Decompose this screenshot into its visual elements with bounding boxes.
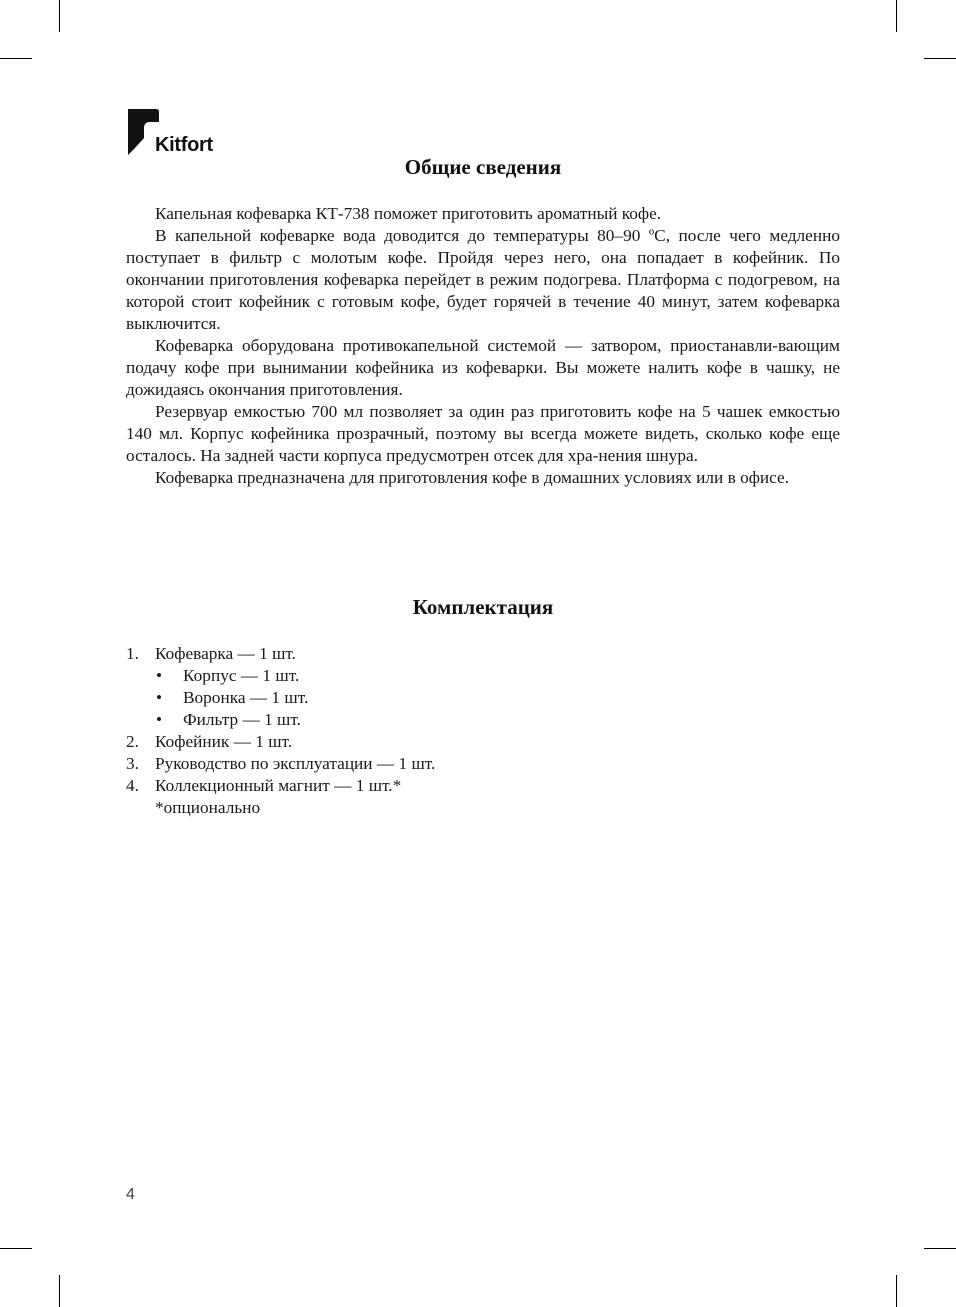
list-item bbox=[126, 775, 840, 797]
crop-mark bbox=[0, 58, 32, 59]
crop-mark bbox=[896, 1275, 897, 1307]
page-number: 4 bbox=[126, 1186, 135, 1203]
footnote-text: *опционально bbox=[155, 798, 261, 817]
crop-mark bbox=[924, 1248, 956, 1249]
list-item-number: 2. bbox=[126, 732, 139, 751]
list-item bbox=[126, 643, 840, 665]
section-title-kit: Комплектация bbox=[412, 595, 554, 619]
list-item bbox=[126, 753, 840, 775]
paragraph: Кофеварка оборудована противокапельной системой — затвором, приостанавли-вающим подачу кофе при вынимании кофейника из кофеварки. Вы можете налить кофе в чашку, не дожидаясь окончания приготовления. bbox=[126, 336, 840, 399]
list-item-text: Кофеварка — 1 шт. bbox=[155, 644, 296, 663]
sub-list-item bbox=[126, 709, 840, 731]
paragraph: В капельной кофеварке вода доводится до температуры 80–90 ºС, после чего медленно поступает в фильтр с молотым кофе. Пройдя через него, она попадает в кофейник. По окончании приготовления кофеварка перейдет в режим подогрева. Платформа с подогревом, на которой стоит кофейник с готовым кофе, будет горячей в течение 40 минут, затем кофеварка выключится. bbox=[126, 226, 840, 333]
list-item-text: Руководство по эксплуатации — 1 шт. bbox=[155, 754, 436, 773]
logo-brand-text: Kitfort bbox=[155, 134, 213, 156]
bullet-icon: • bbox=[156, 710, 163, 729]
sub-list-item bbox=[126, 665, 840, 687]
kit-list bbox=[126, 643, 840, 819]
bullet-icon: • bbox=[156, 666, 163, 685]
section-title-general: Общие сведения bbox=[404, 155, 562, 179]
paragraph: Резервуар емкостью 700 мл позволяет за один раз приготовить кофе на 5 чашек емкостью 140 мл. Корпус кофейника прозрачный, поэтому вы всегда можете видеть, сколько кофе еще осталось. На задней части корпуса предусмотрен отсек для хра-нения шнура. bbox=[126, 402, 840, 465]
list-item-number: 3. bbox=[126, 754, 139, 773]
crop-mark bbox=[0, 1248, 32, 1249]
crop-mark bbox=[59, 1275, 60, 1307]
crop-mark bbox=[924, 58, 956, 59]
sub-list-item-text: Корпус — 1 шт. bbox=[183, 666, 300, 685]
crop-mark bbox=[896, 0, 897, 32]
list-item-number: 4. bbox=[126, 776, 139, 795]
list-item-number: 1. bbox=[126, 644, 139, 663]
sub-list-item-text: Воронка — 1 шт. bbox=[183, 688, 309, 707]
bullet-icon: • bbox=[156, 688, 163, 707]
paragraph: Кофеварка предназначена для приготовления кофе в домашних условиях или в офисе. bbox=[155, 468, 790, 487]
kitfort-logo bbox=[126, 108, 226, 158]
general-info-body bbox=[126, 203, 840, 489]
list-item bbox=[126, 731, 840, 753]
list-item-text: Коллекционный магнит — 1 шт.* bbox=[155, 776, 402, 795]
paragraph: Капельная кофеварка КТ-738 поможет приготовить ароматный кофе. bbox=[155, 204, 662, 223]
list-item-text: Кофейник — 1 шт. bbox=[155, 732, 293, 751]
footnote bbox=[126, 797, 840, 819]
sub-list-item-text: Фильтр — 1 шт. bbox=[183, 710, 301, 729]
crop-mark bbox=[59, 0, 60, 32]
sub-list-item bbox=[126, 687, 840, 709]
